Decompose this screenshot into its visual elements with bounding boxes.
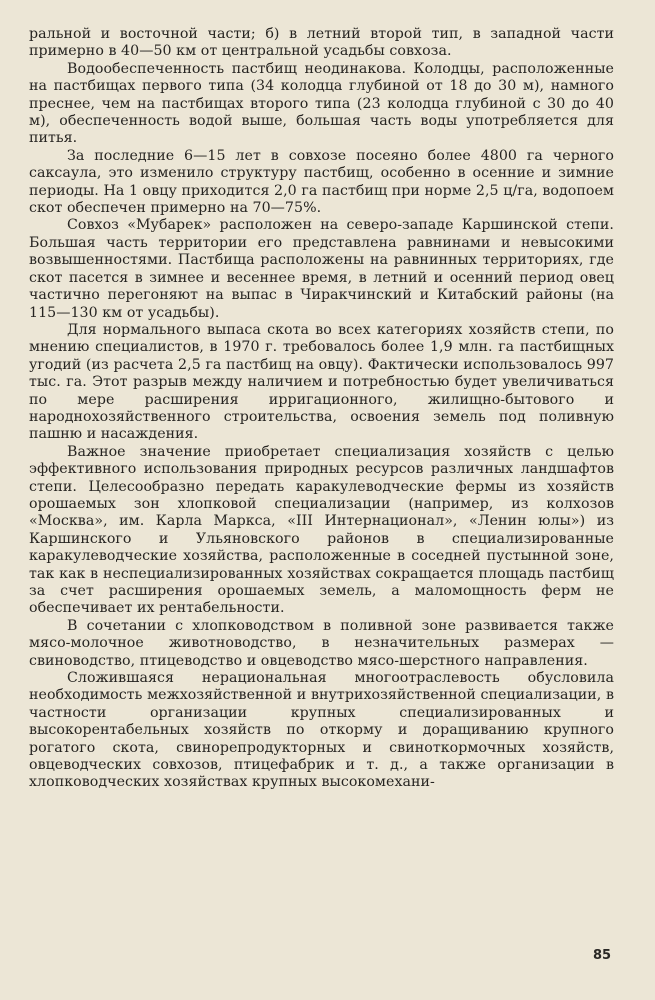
paragraph-2: Водообеспеченность пастбищ неодинакова. Колодцы, расположенные на пастбищах первого типа (34 колодца глубиной от 18 до 30 м), намного преснее, чем на пастбищах второго типа (23 колодца глубиной с 30 до 40 м), обеспеченность водой выше, большая часть воды употребляется для питья. xyxy=(29,60,614,147)
paragraph-8: Сложившаяся нерациональная многоотраслевость обусловила необходимость межхозяйственной и внутрихозяйственной специализации, в частности организации крупных специализированных и высокорентабельных хозяйств по откорму и доращиванию крупного рогатого скота, свинорепродукторных и свиноткормочных хозяйств, овцеводческих совхозов, птицефабрик и т. д., а также организации в хлопководческих хозяйствах крупных высокомехани- xyxy=(29,670,614,791)
paragraph-4: Совхоз «Мубарек» расположен на северо-западе Каршинской степи. Большая часть территории его представлена равнинами и невысокими возвышенностями. Пастбища расположены на равнинных территориях, где скот пасется в зимнее и весеннее время, в летний и осенний период овец частично перегоняют на выпас в Чиракчинский и Китабский районы (на 115—130 км от усадьбы). xyxy=(29,217,614,321)
page-number: 85 xyxy=(593,948,612,963)
paragraph-6: Важное значение приобретает специализация хозяйств с целью эффективного использования природных ресурсов различных ландшафтов степи. Целесообразно передать каракулеводческие фермы из хозяйств орошаемых зон хлопковой специализации (например, из колхозов «Москва», им. Карла Маркса, «III Интернационал», «Ленин юлы») из Каршинского и Ульяновского районов в специализированные каракулеводческие хозяйства, расположенные в соседней пустынной зоне, так как в неспециализированных хозяйствах сокращается площадь пастбищ за счет расширения орошаемых земель, а маломощность ферм не обеспечивает их рентабельности. xyxy=(29,443,614,617)
paragraph-1: ральной и восточной части; б) в летний второй тип, в западной части примерно в 40—50 км от центральной усадьбы совхоза. xyxy=(29,26,614,60)
paragraph-3: За последние 6—15 лет в совхозе посеяно более 4800 га черного саксаула, это изменило структуру пастбищ, особенно в осенние и зимние периоды. На 1 овцу приходится 2,0 га пастбищ при норме 2,5 ц/га, водопоем скот обеспечен примерно на 70—75%. xyxy=(29,147,614,217)
page-body xyxy=(29,26,614,936)
paragraph-5: Для нормального выпаса скота во всех категориях хозяйств степи, по мнению специалистов, в 1970 г. требовалось более 1,9 млн. га пастбищных угодий (из расчета 2,5 га пастбищ на овцу). Фактически использовалось 997 тыс. га. Этот разрыв между наличием и потребностью будет увеличиваться по мере расширения ирригационного, жилищно-бытового и народнохозяйственного строительства, освоения земель под поливную пашню и насаждения. xyxy=(29,321,614,443)
paragraph-7: В сочетании с хлопководством в поливной зоне развивается также мясо-молочное животноводство, в незначительных размерах — свиноводство, птицеводство и овцеводство мясо-шерстного направления. xyxy=(29,617,614,669)
